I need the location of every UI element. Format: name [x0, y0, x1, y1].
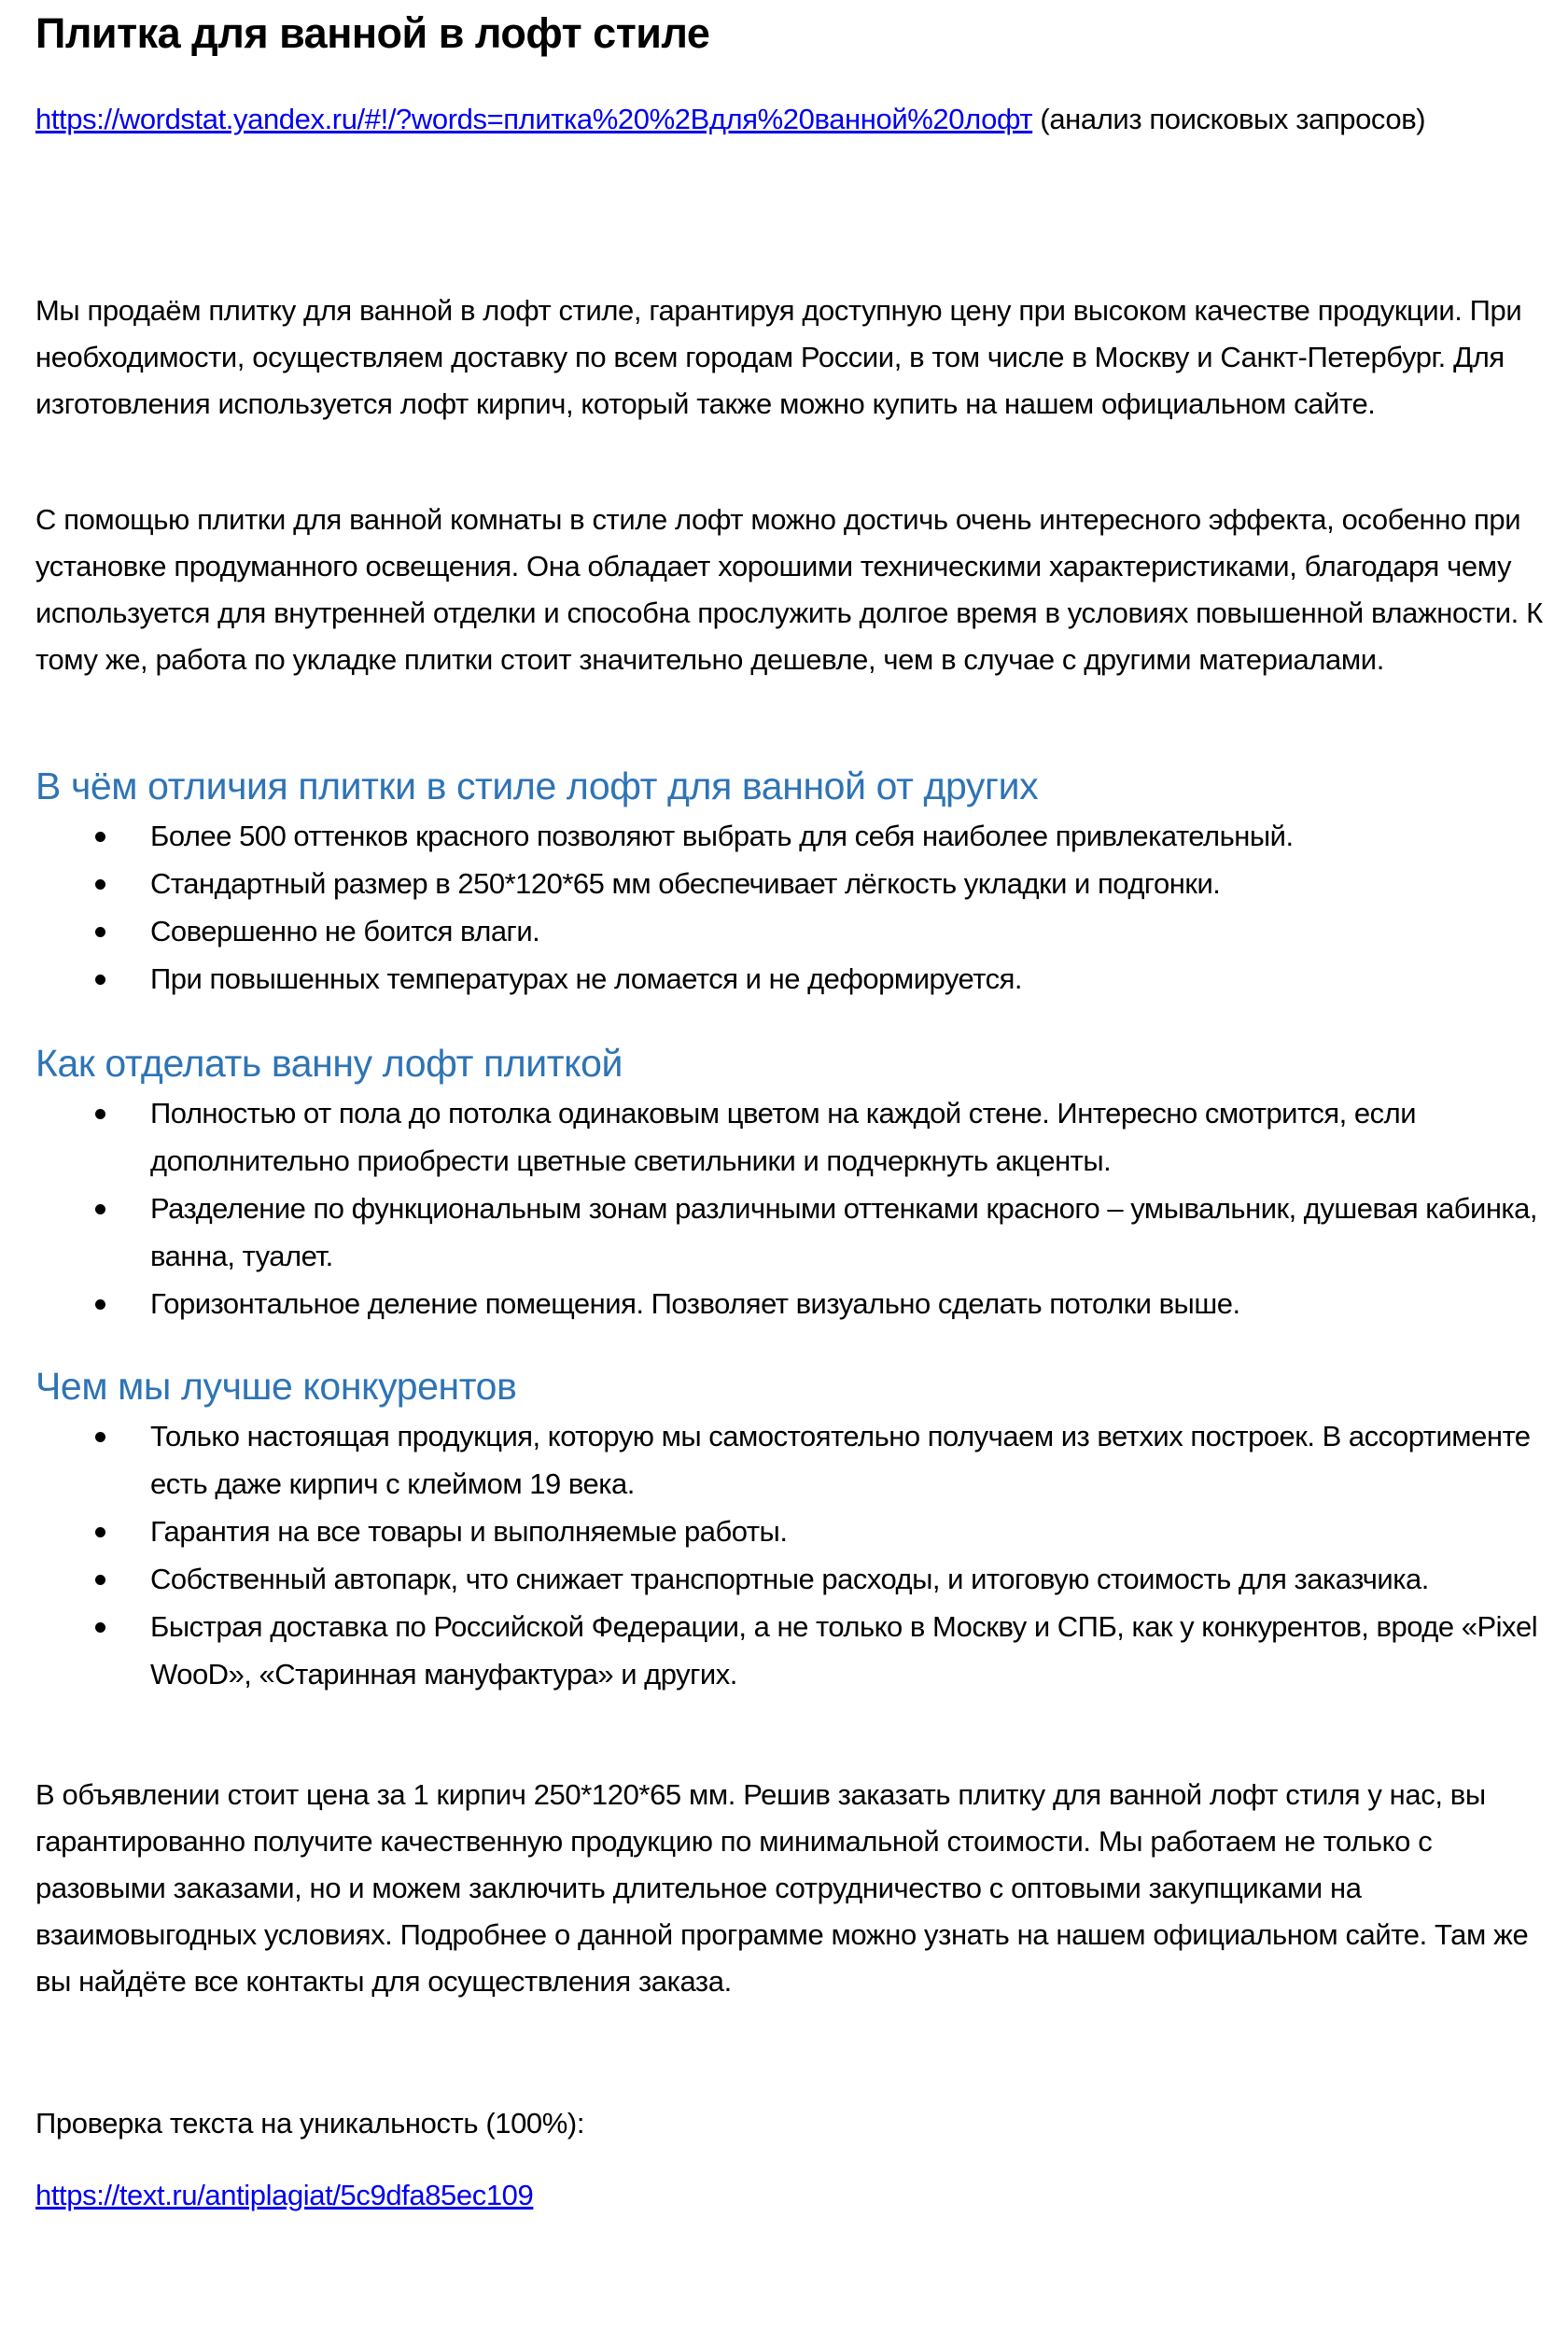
paragraph-1: Мы продаём плитку для ванной в лофт стиле, гарантируя доступную цену при высоком качестве продукции. При необходимости, осуществляем доставку по всем городам России, в том числе в Москву и Санкт-Петербург. Для изготовления используется лофт кирпич, который также можно купить на нашем официальном сайте. — [35, 294, 1522, 420]
closing-text: В объявлении стоит цена за 1 кирпич 250*120*65 мм. Решив заказать плитку для ванной лофт стиля у нас, вы гарантированно получите качественную продукцию по минимальной стоимости. Мы работаем не только с разовыми заказами, но и можем заключить длительное сотрудничество с оптовыми закупщиками на взаимовыгодных условиях. Подробнее о данной программе можно узнать на нашем официальном сайте. Там же вы найдёте все контакты для осуществления заказа. — [35, 1778, 1529, 1998]
page-title: Плитка для ванной в лофт стиле — [35, 9, 710, 57]
list-item — [35, 860, 1547, 907]
uniqueness-line — [35, 2172, 1547, 2219]
list-item — [35, 1555, 1547, 1603]
section-finishing — [35, 1037, 1547, 1327]
list-item-text: Гарантия на все товары и выполняемые работы. — [150, 1515, 788, 1548]
bullet-icon — [95, 832, 105, 842]
source-line — [35, 96, 1547, 143]
list-item — [35, 1089, 1547, 1185]
list-item-text: Совершенно не боится влаги. — [150, 915, 540, 947]
list-item — [35, 1508, 1547, 1555]
bullet-icon — [95, 879, 105, 890]
list-item — [35, 812, 1547, 860]
list-item — [35, 907, 1547, 955]
bullet-icon — [95, 1299, 105, 1310]
list-item — [35, 1280, 1547, 1327]
intro-paragraph-2 — [35, 497, 1547, 683]
section-heading: В чём отличия плитки в стиле лофт для ванной от других — [35, 765, 1039, 807]
section-competitors — [35, 1360, 1547, 1698]
bullet-icon — [95, 1622, 105, 1633]
section-differences — [35, 760, 1547, 1003]
bullet-icon — [95, 1109, 105, 1119]
list-item-text: Полностью от пола до потолка одинаковым цветом на каждой стене. Интересно смотрится, если дополнительно приобрести цветные светильники и подчеркнуть акценты. — [150, 1097, 1417, 1177]
list-item-text: Разделение по функциональным зонам различными оттенками красного – умывальник, душевая кабинка, ванна, туалет. — [150, 1192, 1538, 1272]
list-item — [35, 1603, 1547, 1698]
bullet-icon — [95, 1575, 105, 1585]
closing-paragraph — [35, 1772, 1547, 2005]
section-heading: Чем мы лучше конкурентов — [35, 1365, 517, 1408]
list-item — [35, 1185, 1547, 1280]
wordstat-link[interactable]: https://wordstat.yandex.ru/#!/?words=плитка%20%2Bдля%20ванной%20лофт — [35, 103, 1033, 135]
list-item-text: При повышенных температурах не ломается и не деформируется. — [150, 962, 1023, 995]
paragraph-2: С помощью плитки для ванной комнаты в стиле лофт можно достичь очень интересного эффекта, особенно при установке продуманного освещения. Она обладает хорошими техническими характеристиками, благодаря чему используется для внутренней отделки и способна прослужить долгое время в условиях повышенной влажности. К тому же, работа по укладке плитки стоит значительно дешевле, чем в случае с другими материалами. — [35, 503, 1543, 676]
intro-paragraph — [35, 288, 1547, 428]
bullet-icon — [95, 927, 105, 937]
bullet-icon — [95, 1204, 105, 1214]
bullet-icon — [95, 975, 105, 985]
source-note: (анализ поисковых запросов) — [1032, 103, 1426, 135]
list-item-text: Только настоящая продукция, которую мы самостоятельно получаем из ветхих построек. В ассортименте есть даже кирпич с клеймом 19 века. — [150, 1420, 1531, 1500]
uniqueness-label: Проверка текста на уникальность (100%): — [35, 2107, 585, 2140]
list-item — [35, 955, 1547, 1003]
bullet-icon — [95, 1432, 105, 1442]
list-item-text: Стандартный размер в 250*120*65 мм обеспечивает лёгкость укладки и подгонки. — [150, 867, 1221, 900]
list-item-text: Более 500 оттенков красного позволяют выбрать для себя наиболее привлекательный. — [150, 820, 1294, 852]
antiplagiat-link[interactable]: https://text.ru/antiplagiat/5c9dfa85ec109 — [35, 2179, 534, 2211]
bullet-icon — [95, 1527, 105, 1537]
list-item-text: Быстрая доставка по Российской Федерации, а не только в Москву и СПБ, как у конкурентов, вроде «Pixel WooD», «Старинная мануфактура» и других. — [150, 1610, 1538, 1691]
section-heading: Как отделать ванну лофт плиткой — [35, 1042, 623, 1085]
list-item-text: Горизонтальное деление помещения. Позволяет визуально сделать потолки выше. — [150, 1287, 1240, 1320]
list-item-text: Собственный автопарк, что снижает транспортные расходы, и итоговую стоимость для заказчика. — [150, 1563, 1429, 1595]
list-item — [35, 1412, 1547, 1508]
